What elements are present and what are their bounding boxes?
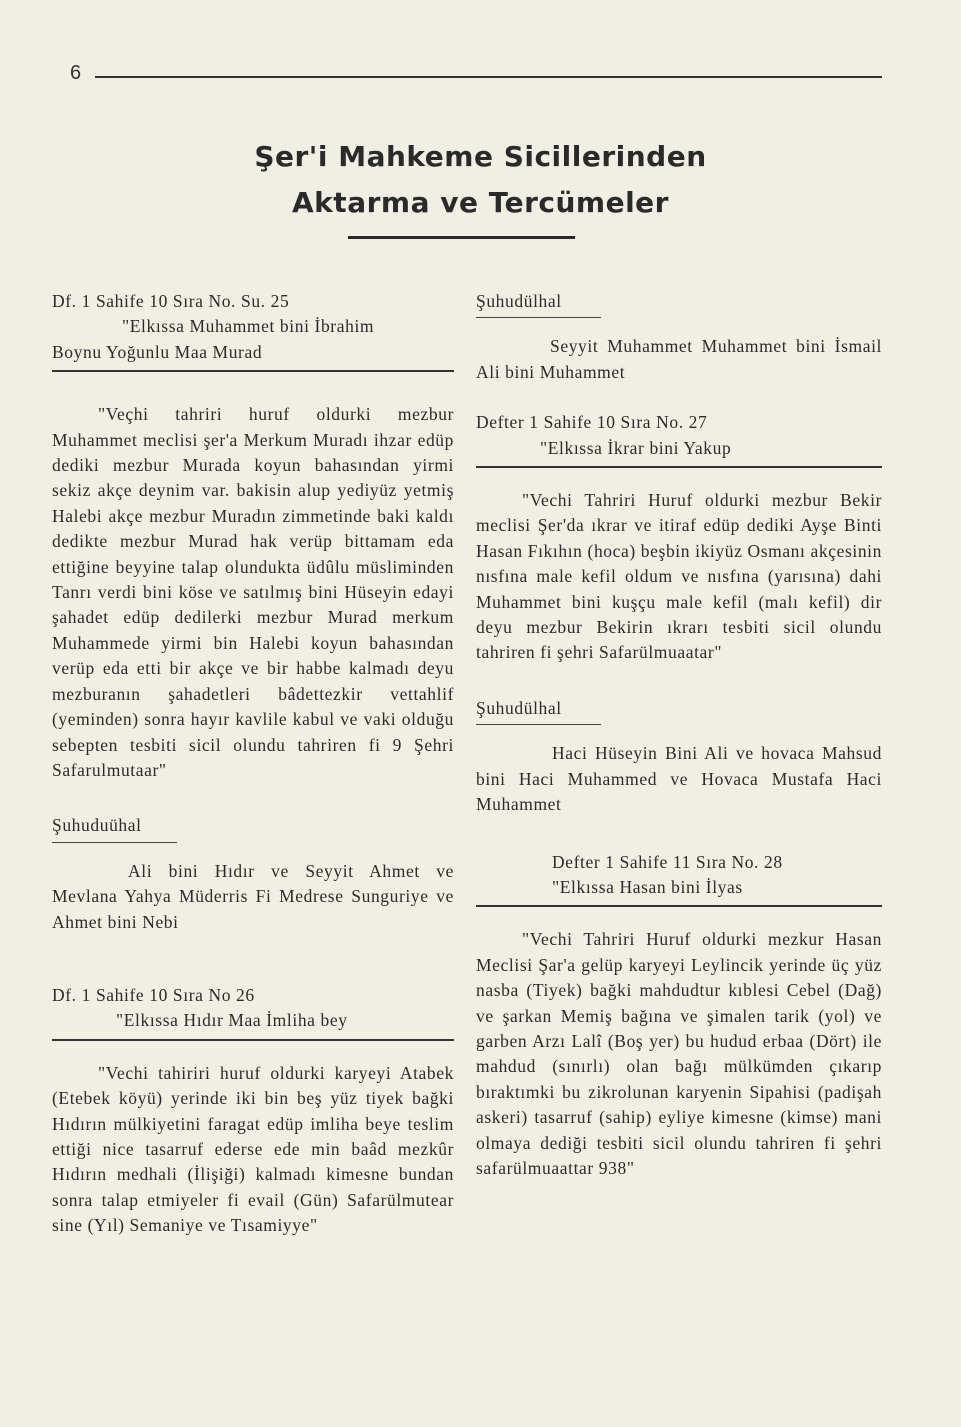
- entry-1-case-line-1: "Elkıssa Muhammet bini İbrahim: [122, 316, 375, 337]
- entry-1-witness-rule: [52, 842, 177, 843]
- witness-1-rule: [476, 317, 601, 318]
- entry-1-rule: [52, 370, 454, 372]
- entry-4-rule: [476, 905, 882, 907]
- entry-4-case-line: "Elkıssa Hasan bini İlyas: [552, 876, 743, 897]
- entry-1-reference: Df. 1 Sahife 10 Sıra No. Su. 25: [52, 291, 290, 311]
- title-underline: [348, 236, 575, 239]
- entry-3-case-line: "Elkıssa İkrar bini Yakup: [540, 437, 732, 458]
- entry-3-body: "Vechi Tahriri Huruf oldurki mezbur Bekir meclisi Şer'da ıkrar ve itiraf edüp dediki Ayşe Binti Hasan Fıkıhın (hoca) beşbin ikiyüz Osmanı akçesinin nısfına male kefil oldum ve nısfına (yarısına) dahi Muhammet bini kuşçu male kefil (malı kefil) dir deyu mezbur Bekirin ıkrarı tesbiti sicil olundu tahriren fi şehri Safarülmuaatar": [476, 490, 882, 663]
- entry-4-body: "Vechi Tahriri Huruf oldurki mezkur Hasan Meclisi Şar'a gelüp karyeyi Leylincik yerinde üç yüz nasba (Tiyek) bağki mahdudtur kıblesi Cebel (Dağ) ve şarkan Memiş bağına ve şimalen tarik (yol) ve garben Arzı Lalî (Boş yer) bu hudud erbaa (Dört) ile mahdud (sınırlı) olan bağı mülkümden çıkarıp bıraktımki bu zikrolunan karyenin Sipahisi (padişah askeri) tasarruf (sahip) eyliye kimesne (kimse) mani olmaya dediği tesbiti sicil olundu tahriren fi şehri safarülmuaattar 938": [476, 929, 882, 1178]
- right-column: [476, 289, 882, 1181]
- entry-1-witness-header: [52, 813, 454, 842]
- header-rule: [95, 76, 882, 78]
- page-title-line-2: Aktarma ve Tercümeler: [292, 186, 669, 219]
- entry-4-reference: Defter 1 Sahife 11 Sıra No. 28: [552, 851, 783, 872]
- witness-1-header: [476, 289, 882, 318]
- witness-2-heading: Şuhudülhal: [476, 697, 562, 718]
- entry-3-reference: Defter 1 Sahife 10 Sıra No. 27: [476, 412, 708, 433]
- witness-1-body: Seyyit Muhammet Muhammet bini İsmail Ali bini Muhammet: [476, 336, 882, 382]
- entry-2-reference: Df. 1 Sahife 10 Sıra No 26: [52, 984, 255, 1005]
- entry-3-rule: [476, 466, 882, 468]
- entry-2-body: "Vechi tahiriri huruf oldurki karyeyi Atabek (Etebek köyü) yerinde iki bin beş yüz tiyek bağki Hıdırın mülkiyetini faragat edüp imliha beye teslim ettiği nice tasarruf ederse ede min baâd mezkûr Hıdırın medhali (İlişiği) kalmadı kimesne bundan sonra talap etmiyeler fi evail (Gün) Safarülmutear sine (Yıl) Semaniye ve Tısamiyye": [52, 1062, 454, 1236]
- witness-2-rule: [476, 724, 601, 725]
- entry-1-witness-body: Ali bini Hıdır ve Seyyit Ahmet ve Mevlana Yahya Müderris Fi Medrese Sunguriye ve Ahmet bini Nebi: [52, 860, 454, 932]
- page-title-line-1: Şer'i Mahkeme Sicillerinden: [254, 140, 707, 173]
- witness-1-heading: Şuhudülhal: [476, 291, 562, 311]
- entry-1-body: "Veçhi tahriri huruf oldurki mezbur Muhammet meclisi şer'a Merkum Muradı ihzar edüp dediki mezbur Murada koyun bahasından yirmi sekiz akçe deynim var. bakisin alup yediyüz yetmiş Halebi akçe mezbur Muradın zimmetinde baki kaldı dedikte mezbur Murad hak verüp bittamam eda ettiğine beyyine talap olundukta üdûlu müsliminden Tanrı verdi bini köse ve satılmış bini Hüseyin edayi şahadet edüp dedilerki mezbur Murad merkum Muhammede yirmi bin Halebi koyun bahasından verüp eda etti bir akçe ve bir habbe kalmadı deyu mezburanın şahadetleri bâdettezkir vettahlif (yeminden) sonra hayır kavlile kabul ve vaki olduğu sebepten tesbiti sicil olundu tahriren fi 9 Şehri Safarulmutaar": [52, 404, 454, 780]
- entry-2-case-line: "Elkıssa Hıdır Maa İmliha bey: [116, 1010, 348, 1031]
- witness-2-body: Haci Hüseyin Bini Ali ve hovaca Mahsud bini Haci Muhammed ve Hovaca Mustafa Haci Muhammet: [476, 743, 882, 815]
- left-column: [52, 289, 454, 1239]
- entry-1-witness-heading: Şuhuduühal: [52, 815, 142, 836]
- entry-2-rule: [52, 1039, 454, 1041]
- entry-1-case-line-2: Boynu Yoğunlu Maa Murad: [52, 341, 263, 362]
- witness-2-header: [476, 696, 882, 725]
- page-number: 6: [70, 62, 82, 84]
